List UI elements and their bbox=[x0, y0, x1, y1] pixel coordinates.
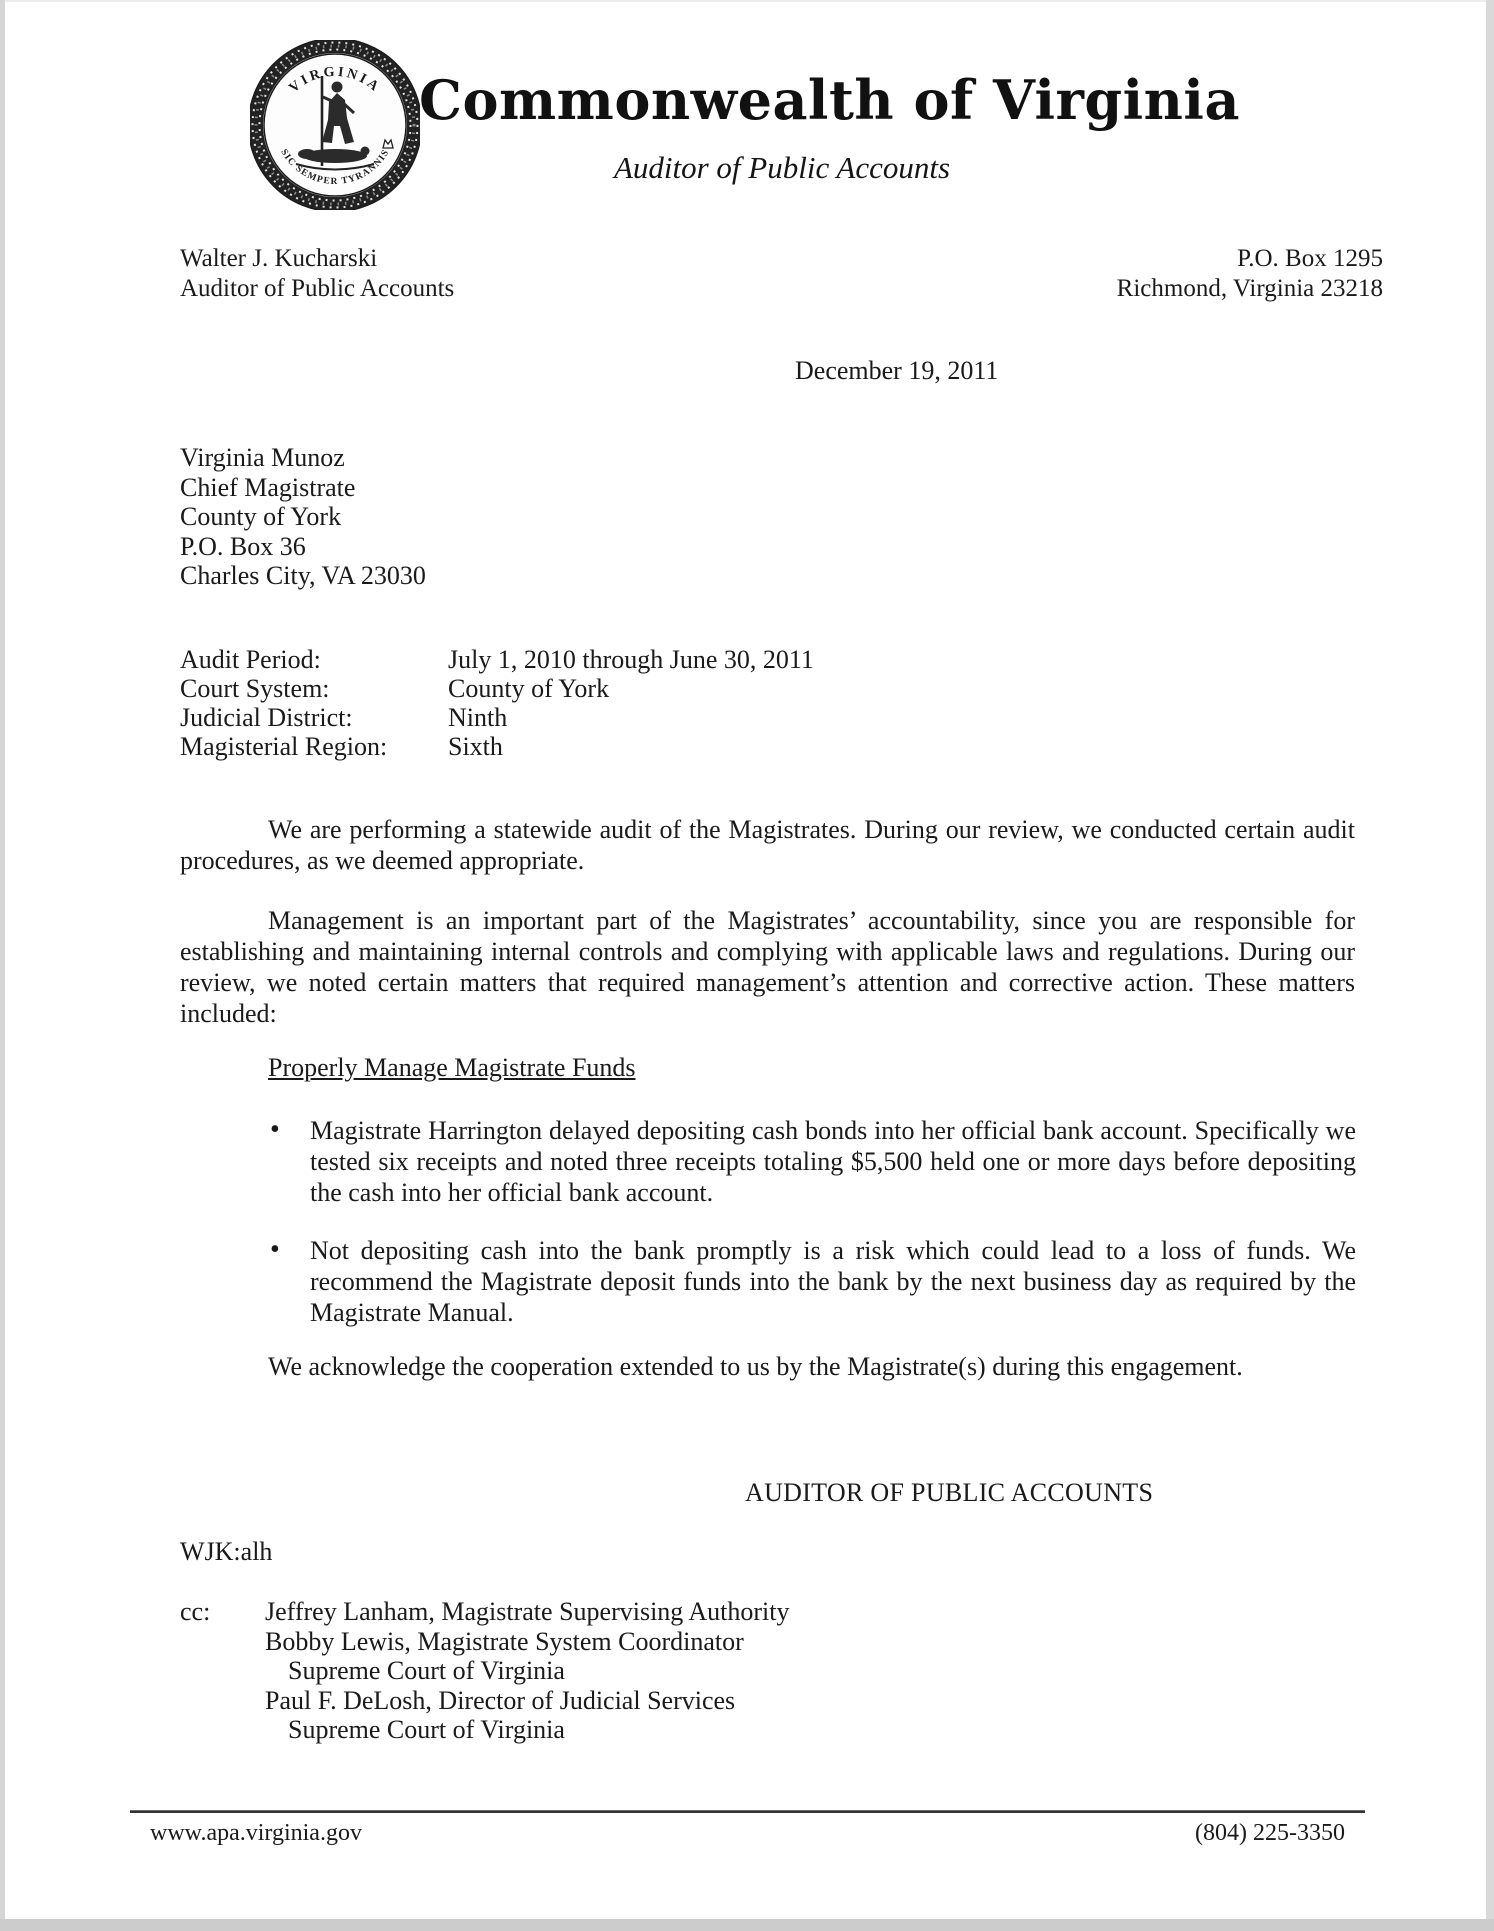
footer bbox=[135, 1820, 1360, 1847]
cc-entry-1: Jeffrey Lanham, Magistrate Supervising Authority bbox=[265, 1597, 790, 1626]
official-title: Auditor of Public Accounts bbox=[180, 275, 455, 302]
judicial-district-label: Judicial District: bbox=[180, 703, 353, 732]
footer-website: www.apa.virginia.gov bbox=[150, 1820, 362, 1846]
recipient-court: County of York bbox=[180, 502, 342, 531]
recipient-title: Chief Magistrate bbox=[180, 472, 356, 502]
audit-info-row bbox=[180, 674, 814, 703]
letterhead-title: Commonwealth of Virginia bbox=[419, 68, 1240, 132]
seal-bottom-text: SIC SEMPER TYRANNIS bbox=[278, 147, 392, 187]
recipient-po-box: P.O. Box 36 bbox=[180, 531, 306, 561]
signature-organization: AUDITOR OF PUBLIC ACCOUNTS bbox=[745, 1478, 1154, 1507]
magisterial-region-label: Magisterial Region: bbox=[180, 732, 388, 761]
typist-reference: WJK:alh bbox=[180, 1537, 273, 1566]
cc-row bbox=[180, 1597, 789, 1627]
cc-entry-3: Paul F. DeLosh, Director of Judicial Services bbox=[265, 1685, 736, 1715]
audit-info-row bbox=[180, 732, 814, 761]
audit-period-label: Audit Period: bbox=[180, 645, 321, 674]
finding-bullet-2: • Not depositing cash into the bank promptly is a risk which could lead to a loss of funds. We recommend the Magistrate deposit funds into the bank by the next business day as required by the Magistrate Manual. bbox=[268, 1235, 1356, 1328]
seal-top-text: VIRGINIA bbox=[286, 64, 384, 97]
magisterial-region-value: Sixth bbox=[448, 732, 503, 761]
audit-info-table bbox=[180, 645, 814, 761]
audit-info-row bbox=[180, 645, 814, 674]
cc-entry-2-org: Supreme Court of Virginia bbox=[288, 1656, 565, 1685]
letterhead-subtitle: Auditor of Public Accounts bbox=[613, 150, 951, 185]
letter-date: December 19, 2011 bbox=[795, 356, 999, 385]
audit-info-row bbox=[180, 703, 814, 732]
scan-edge-bottom bbox=[0, 1919, 1494, 1931]
scan-edge-right bbox=[1486, 0, 1494, 1931]
finding-bullet-list bbox=[268, 1235, 1356, 1328]
recipient-name: Virginia Munoz bbox=[180, 443, 345, 472]
judicial-district-value: Ninth bbox=[448, 703, 508, 732]
scan-edge-top bbox=[0, 0, 1494, 2]
court-system-label: Court System: bbox=[180, 674, 330, 703]
cc-entry-2: Bobby Lewis, Magistrate System Coordinator bbox=[265, 1626, 744, 1656]
audit-period-value: July 1, 2010 through June 30, 2011 bbox=[448, 645, 814, 674]
body-paragraph-2: Management is an important part of the Magistrates’ accountability, since you are responsible for establishing and maintaining internal controls and complying with applicable laws and regulations. During our review, we noted certain matters that required management’s attention and corrective action. These matters included: bbox=[180, 906, 1355, 1028]
recipient-address bbox=[180, 443, 426, 591]
footer-phone: (804) 225-3350 bbox=[1195, 1820, 1345, 1846]
return-address bbox=[1117, 244, 1383, 304]
scan-edge-left bbox=[0, 0, 5, 1931]
finding-bullet-1: • Magistrate Harrington delayed depositing cash bonds into her official bank account. Specifically we tested six receipts and noted three receipts totaling $5,500 held one or more days before depositing the cash into her official bank account. bbox=[268, 1115, 1356, 1208]
official-block bbox=[180, 244, 454, 304]
section-heading: Properly Manage Magistrate Funds bbox=[268, 1053, 636, 1082]
footer-divider bbox=[130, 1810, 1365, 1813]
cc-block bbox=[180, 1597, 789, 1745]
recipient-city: Charles City, VA 23030 bbox=[180, 561, 426, 590]
court-system-value: County of York bbox=[448, 674, 610, 703]
finding-bullet-list bbox=[268, 1115, 1356, 1208]
return-address-po-box: P.O. Box 1295 bbox=[1237, 245, 1383, 272]
cc-entry-3-org: Supreme Court of Virginia bbox=[288, 1715, 565, 1744]
cc-label: cc: bbox=[180, 1597, 211, 1626]
official-name: Walter J. Kucharski bbox=[180, 245, 378, 272]
closing-paragraph: We acknowledge the cooperation extended to us by the Magistrate(s) during this engagement. bbox=[268, 1352, 1243, 1381]
body-paragraph-1: We are performing a statewide audit of the Magistrates. During our review, we conducted certain audit procedures, as we deemed appropriate. bbox=[180, 815, 1355, 875]
return-address-city: Richmond, Virginia 23218 bbox=[1116, 275, 1383, 302]
